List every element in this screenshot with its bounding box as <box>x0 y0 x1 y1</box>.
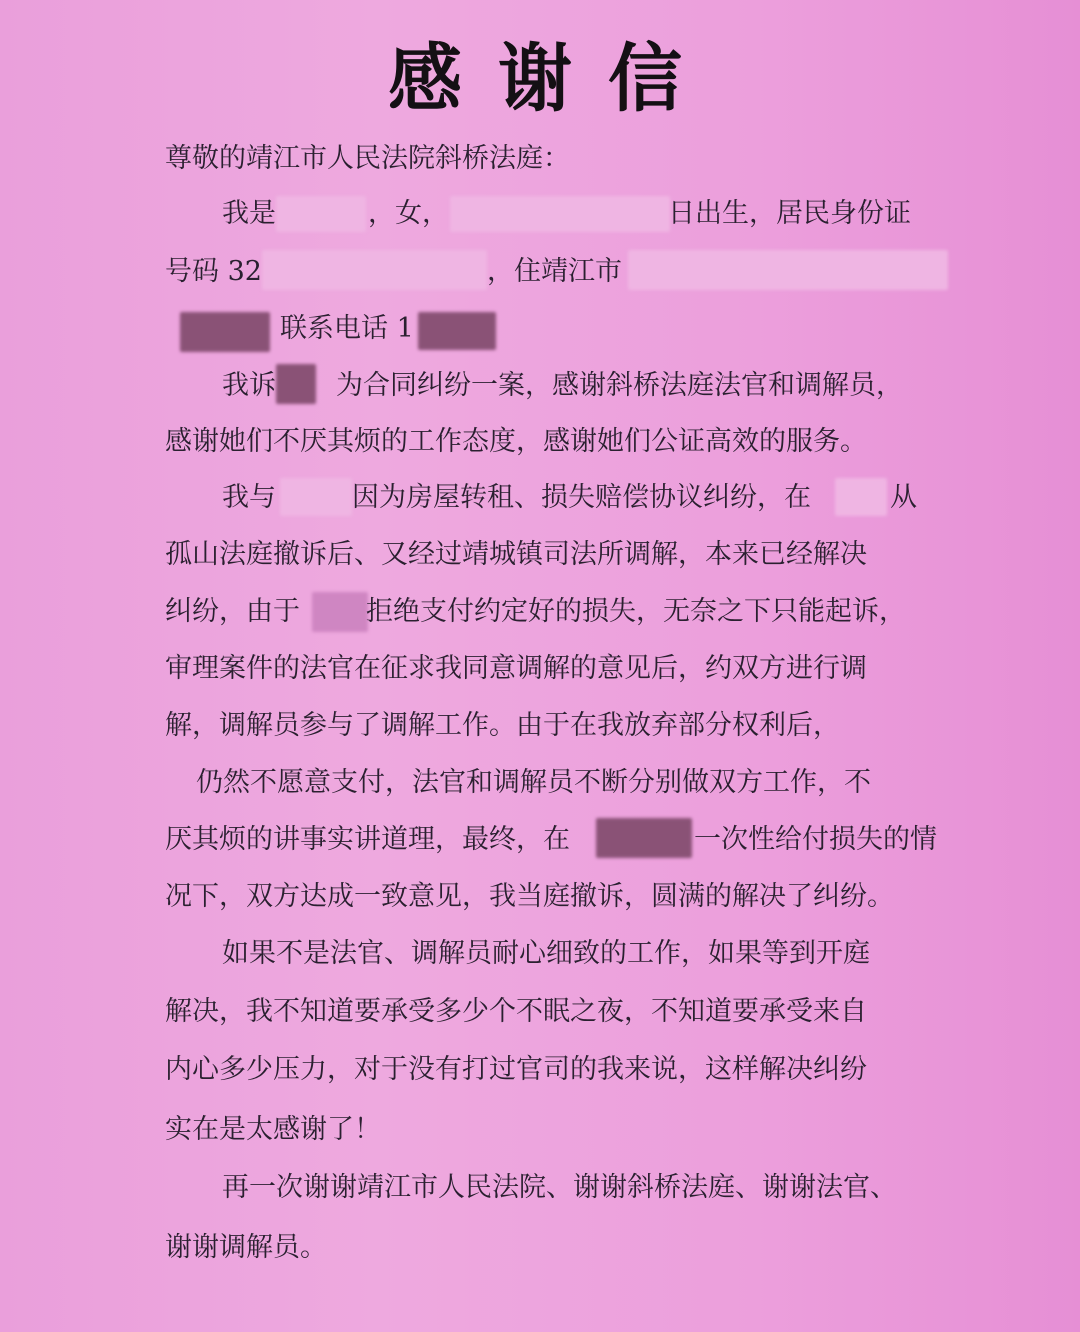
redaction-date <box>835 478 887 516</box>
p2-line2: 孤山法庭撤诉后、又经过靖城镇司法所调解，本来已经解决 <box>165 539 867 570</box>
greeting: 尊敬的靖江市人民法院斜桥法庭： <box>165 143 570 174</box>
redaction-id-number <box>262 250 487 290</box>
redaction-name <box>276 196 366 232</box>
redaction-address <box>628 250 948 290</box>
p2-line4: 审理案件的法官在征求我同意调解的意见后，约双方进行调 <box>165 653 867 684</box>
letter-title: 感谢信 <box>388 36 718 122</box>
p1-line2: 感谢她们不厌其烦的工作态度，感谢她们公证高效的服务。 <box>165 426 867 457</box>
p3-line1: 如果不是法官、调解员耐心细致的工作，如果等到开庭 <box>222 938 870 969</box>
intro-line1-c: 日出生，居民身份证 <box>668 198 911 229</box>
intro-line2-b: ，住靖江市 <box>487 256 622 287</box>
redaction-address-end <box>180 312 270 352</box>
p2-line8: 况下，双方达成一致意见，我当庭撤诉，圆满的解决了纠纷。 <box>165 881 894 912</box>
p2-line1-a: 我与 <box>222 482 276 513</box>
redaction-phone <box>418 312 496 350</box>
intro-line1-b: ，女， <box>368 198 449 229</box>
redaction-defendant <box>276 364 316 404</box>
p3-line4: 实在是太感谢了！ <box>165 1114 381 1145</box>
p1-line1-a: 我诉 <box>222 370 276 401</box>
p2-line3-a: 纠纷，由于 <box>165 596 300 627</box>
p2-line3-b: 拒绝支付约定好的损失，无奈之下只能起诉， <box>366 596 906 627</box>
p2-line6: 仍然不愿意支付，法官和调解员不断分别做双方工作，不 <box>196 767 871 798</box>
p2-line7-a: 厌其烦的讲事实讲道理，最终，在 <box>165 824 570 855</box>
p4-line1: 再一次谢谢靖江市人民法院、谢谢斜桥法庭、谢谢法官、 <box>222 1172 897 1203</box>
redaction-party-2 <box>312 592 368 632</box>
redaction-birthdate <box>450 196 670 232</box>
redaction-party <box>280 478 352 516</box>
p2-line5: 解，调解员参与了调解工作。由于在我放弃部分权利后， <box>165 710 840 741</box>
p2-line1-b: 因为房屋转租、损失赔偿协议纠纷，在 <box>352 482 811 513</box>
p3-line3: 内心多少压力，对于没有打过官司的我来说，这样解决纠纷 <box>165 1054 867 1085</box>
redaction-party-3 <box>596 818 692 858</box>
intro-line2-a: 号码 32 <box>165 256 262 287</box>
p3-line2: 解决，我不知道要承受多少个不眠之夜，不知道要承受来自 <box>165 996 867 1027</box>
p2-line1-c: 从 <box>890 482 917 513</box>
p4-line2: 谢谢调解员。 <box>165 1232 327 1263</box>
p2-line7-b: 一次性给付损失的情 <box>694 824 937 855</box>
intro-line1-a: 我是 <box>222 198 276 229</box>
intro-line3-a: 联系电话 1 <box>280 313 414 344</box>
p1-line1-b: 为合同纠纷一案，感谢斜桥法庭法官和调解员， <box>336 370 903 401</box>
